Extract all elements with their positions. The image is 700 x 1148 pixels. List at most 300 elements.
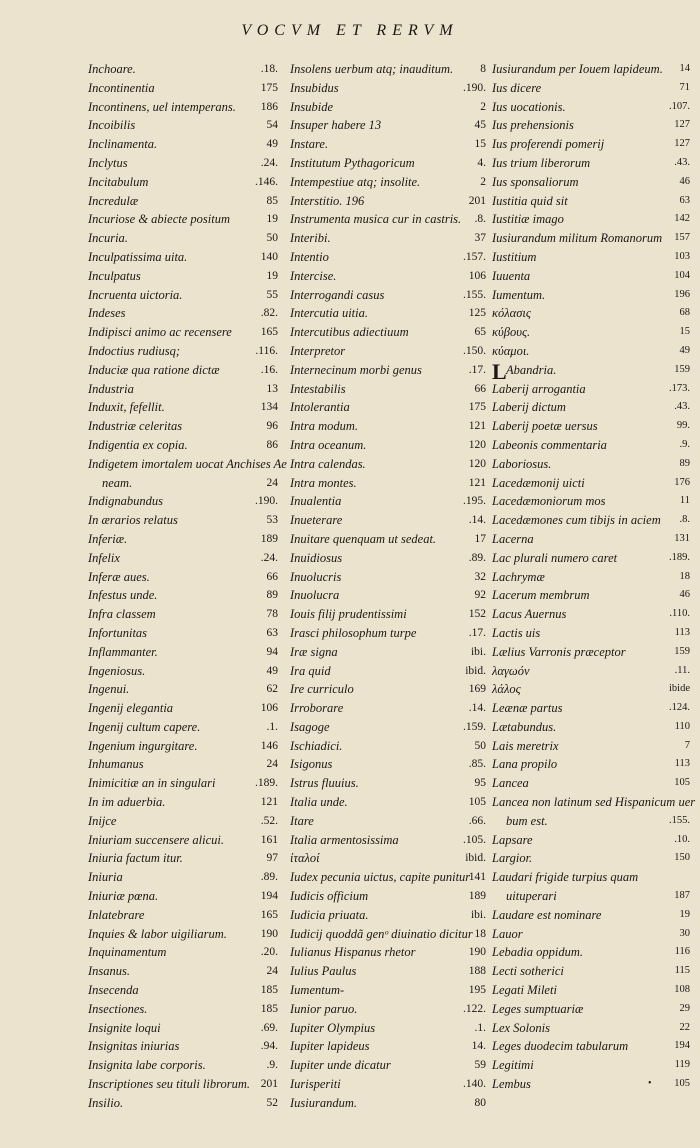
page-reference: 15 (679, 326, 690, 338)
page-reference: .189. (669, 551, 690, 563)
index-term: Interibi. (290, 231, 331, 246)
index-entry (88, 981, 278, 1000)
page-reference: 157 (674, 232, 690, 244)
index-entry (290, 173, 486, 192)
index-term: κύβους. (492, 325, 531, 340)
index-entry (88, 530, 278, 549)
index-term: Lapsare (492, 832, 533, 847)
index-term: Inflammanter. (88, 644, 158, 659)
page-reference: .8. (474, 213, 486, 226)
index-term: Iulius Paulus (290, 964, 357, 979)
index-term: Inuolucra (290, 588, 340, 603)
page-reference: .155. (463, 288, 486, 301)
index-entry (290, 267, 486, 286)
index-entry (492, 380, 690, 399)
index-entry (492, 173, 690, 192)
index-term: Indigetem imortalem uocat Anchises Ae (88, 456, 287, 471)
index-term: Intercise. (290, 268, 337, 283)
index-term: Labeonis commentaria (492, 437, 607, 452)
page-reference: 50 (474, 739, 486, 752)
page-reference: 66 (266, 570, 278, 583)
index-entry (290, 962, 486, 981)
index-entry (492, 962, 690, 981)
index-entry (492, 849, 690, 868)
index-term: Inculpatus (88, 268, 141, 283)
index-entry (290, 511, 486, 530)
index-entry (290, 455, 486, 474)
index-term: Iunior paruo. (290, 1001, 358, 1016)
index-term: Insectiones. (88, 1001, 148, 1016)
page-reference: .82. (260, 307, 278, 320)
index-term: Incuria. (88, 231, 128, 246)
index-term: Inuidiosus (290, 550, 343, 565)
index-entry (88, 455, 287, 474)
index-term: Iuuenta (492, 268, 531, 283)
index-term: Infortunitas (88, 625, 148, 640)
page-reference: ibide (669, 683, 690, 695)
page-reference: 127 (674, 138, 690, 150)
page-reference: 80 (474, 1096, 486, 1109)
page-reference: 89 (679, 457, 690, 469)
index-entry (492, 774, 690, 793)
page-reference: 169 (468, 683, 486, 696)
index-entry (290, 737, 486, 756)
page-reference: 175 (468, 401, 486, 414)
index-term: Lachrymæ (492, 569, 545, 584)
index-term: Incitabulum (88, 174, 149, 189)
index-term: Insilio. (88, 1095, 124, 1110)
page-reference: .11. (674, 664, 690, 676)
index-entry (88, 210, 278, 229)
index-term: Irroborare (290, 701, 344, 716)
index-entry (88, 925, 278, 944)
page-reference: ibi. (470, 645, 486, 658)
index-entry (290, 906, 486, 925)
index-entry (88, 248, 278, 267)
page-reference: 46 (679, 175, 690, 187)
index-term: Ira quid (290, 663, 331, 678)
page-reference: 71 (679, 81, 690, 93)
index-entry (492, 455, 690, 474)
index-term: Intentio (290, 249, 329, 264)
page-reference: .157. (463, 250, 486, 263)
index-entry (492, 398, 690, 417)
page-reference: .24. (260, 551, 278, 564)
index-term: Ingenij elegantia (88, 701, 174, 716)
page-reference: 45 (474, 119, 486, 132)
index-term: Lactis uis (492, 625, 541, 640)
index-entry (492, 943, 690, 962)
page-reference: .8. (679, 514, 690, 526)
index-term: Intercutia uitia. (290, 306, 368, 321)
page-reference: 189 (260, 532, 278, 545)
page-reference: 152 (468, 608, 486, 621)
index-term: Institutum Pythagoricum (290, 155, 415, 170)
index-entry (492, 793, 696, 812)
index-entry (290, 1019, 486, 1038)
index-entry (492, 906, 690, 925)
index-term: Ingenij cultum capere. (88, 719, 201, 734)
index-column-2 (290, 60, 486, 1113)
index-entry (492, 737, 690, 756)
page-reference: 196 (674, 288, 690, 300)
page-reference: .195. (463, 495, 486, 508)
page-reference: 18 (679, 570, 690, 582)
index-entry (88, 662, 278, 681)
index-term: ἰταλοί (290, 851, 320, 866)
page-reference: ibid. (465, 852, 486, 865)
page-reference: 14. (471, 1040, 486, 1053)
index-term: Inquinamentum (88, 945, 167, 960)
index-term: Intra calendas. (290, 456, 366, 471)
index-term: Iurisperiti (290, 1077, 341, 1092)
folio-mark: • (648, 1078, 652, 1089)
page-reference: 131 (674, 532, 690, 544)
index-term: Iudex pecunia uictus, capite punitur (290, 870, 471, 885)
index-entry (492, 812, 690, 831)
index-entry (290, 1037, 486, 1056)
index-term: Lacedæmoniorum mos (492, 494, 606, 509)
index-term: Induciæ qua ratione dictæ (88, 362, 220, 377)
index-term: Inueterare (290, 513, 343, 528)
index-term: Lacerum membrum (492, 588, 590, 603)
index-entry (290, 605, 486, 624)
page-reference: 62 (266, 683, 278, 696)
index-entry (290, 1000, 486, 1019)
index-entry (290, 887, 486, 906)
page-reference: 106 (260, 702, 278, 715)
page-reference: .110. (669, 608, 690, 620)
page-reference: .43. (674, 401, 690, 413)
page-reference: .9. (679, 438, 690, 450)
page-reference: 121 (468, 476, 486, 489)
index-term: Lacedæmonij uicti (492, 475, 585, 490)
index-term: Abandria. (506, 362, 557, 377)
index-entry (88, 774, 278, 793)
index-term: Inculpatissima uita. (88, 249, 188, 264)
index-term: Lætabundus. (492, 719, 557, 734)
index-term: Lembus (492, 1077, 531, 1092)
page-reference: 165 (260, 908, 278, 921)
page-reference: 121 (260, 796, 278, 809)
index-term: In im aduerbia. (88, 795, 166, 810)
page-reference: .146. (255, 175, 278, 188)
page-reference: 15 (474, 138, 486, 151)
page-reference: .9. (266, 1059, 278, 1072)
index-entry (88, 737, 278, 756)
index-entry (492, 887, 690, 906)
index-term: Insuper habere 13 (290, 118, 382, 133)
page-reference: 121 (468, 420, 486, 433)
page-reference: .122. (463, 1002, 486, 1015)
index-term: Inlatebrare (88, 907, 145, 922)
index-term: Lauor (492, 926, 523, 941)
page-reference: 120 (468, 438, 486, 451)
index-entry (492, 568, 690, 587)
index-entry (492, 358, 690, 384)
index-entry (492, 511, 690, 530)
page-reference: 66 (474, 382, 486, 395)
page-reference: 46 (679, 589, 690, 601)
index-term: Leges sumptuariæ (492, 1001, 584, 1016)
page-reference: 186 (260, 100, 278, 113)
page-reference: 2 (480, 175, 486, 188)
index-entry (492, 605, 690, 624)
index-entry (290, 849, 486, 868)
index-entry (290, 868, 486, 887)
page-reference: 125 (468, 307, 486, 320)
page-reference: 54 (266, 119, 278, 132)
index-entry (88, 1037, 278, 1056)
index-entry (290, 79, 486, 98)
index-term: Indipisci animo ac recensere (88, 325, 232, 340)
index-term: Inscriptiones seu tituli librorum. (88, 1077, 251, 1092)
page-reference: 150 (674, 852, 690, 864)
index-term: Italia unde. (290, 795, 348, 810)
page-reference: 113 (674, 758, 690, 770)
page-reference: 165 (260, 326, 278, 339)
index-entry (290, 943, 486, 962)
page-reference: 175 (260, 81, 278, 94)
index-term: Iniuria (88, 870, 123, 885)
index-entry (290, 116, 486, 135)
index-entry (290, 755, 486, 774)
page-reference: .89. (468, 551, 486, 564)
index-entry (88, 1000, 278, 1019)
page-reference: .189. (255, 777, 278, 790)
index-term: Interpretor (290, 343, 346, 358)
index-entry (492, 1037, 690, 1056)
page-reference: 49 (266, 664, 278, 677)
index-term: Inquies & labor uigiliarum. (88, 926, 227, 941)
index-entry (290, 981, 486, 1000)
index-entry (88, 154, 278, 173)
index-entry (290, 361, 486, 380)
index-entry (492, 549, 690, 568)
index-entry (290, 342, 486, 361)
drop-capital: L (492, 358, 507, 384)
index-entry (88, 98, 278, 117)
page-reference: 2 (480, 100, 486, 113)
index-term: Ius proferendi pomerij (492, 137, 605, 152)
index-entry (290, 831, 486, 850)
index-entry (88, 1075, 278, 1094)
index-entry (492, 210, 690, 229)
index-term: Iustitiæ imago (492, 212, 564, 227)
index-term: Laberij poetæ uersus (492, 419, 598, 434)
index-entry (290, 774, 486, 793)
index-term: Incontinentia (88, 80, 155, 95)
page-reference: 105 (468, 796, 486, 809)
index-term: Incontinens, uel intemperans. (88, 99, 236, 114)
index-term: Inhumanus (88, 757, 144, 772)
index-term: Interrogandi casus (290, 287, 385, 302)
index-term: Iusiurandum per Iouem lapideum. (492, 62, 663, 76)
page-reference: 53 (266, 514, 278, 527)
page-reference: 190 (260, 927, 278, 940)
index-entry (492, 755, 690, 774)
index-entry (88, 812, 278, 831)
index-term: Inferæ aues. (88, 569, 150, 584)
index-term: λαγωόν (492, 663, 530, 678)
index-term: neam. (102, 475, 133, 490)
index-term: Iniuria factum itur. (88, 851, 183, 866)
page-reference: 194 (260, 890, 278, 903)
page-reference: 19 (266, 269, 278, 282)
page-reference: 89 (266, 589, 278, 602)
page-reference: 176 (674, 476, 690, 488)
index-entry (492, 342, 690, 361)
page-reference: 55 (266, 288, 278, 301)
index-term: Intempestiue atq; insolite. (290, 174, 421, 189)
index-term: Incoibilis (88, 118, 136, 133)
index-entry (290, 380, 486, 399)
index-term: Internecinum morbi genus (290, 362, 422, 377)
index-entry (492, 1075, 690, 1094)
index-entry (290, 530, 486, 549)
index-term: Ius uocationis. (492, 99, 566, 114)
index-term: Insubide (290, 99, 334, 114)
page-reference: .107. (669, 100, 690, 112)
index-term: Itare (290, 813, 314, 828)
index-entry (88, 398, 278, 417)
page-reference: 18 (474, 927, 486, 940)
index-entry (88, 60, 278, 79)
page-reference: 159 (674, 645, 690, 657)
page-reference: .14. (468, 702, 486, 715)
page-reference: 95 (474, 777, 486, 790)
index-entry (290, 229, 486, 248)
index-entry (88, 323, 278, 342)
page-reference: .17. (468, 363, 486, 376)
index-entry (290, 718, 486, 737)
index-term: Inuitare quenquam ut sedeat. (290, 531, 437, 546)
page-reference: .155. (669, 814, 690, 826)
index-entry (88, 380, 278, 399)
index-term: Iudicis officium (290, 889, 369, 904)
index-entry (492, 116, 690, 135)
index-term: Isagoge (290, 719, 330, 734)
index-entry (492, 530, 690, 549)
page-reference: 97 (266, 852, 278, 865)
index-entry (88, 718, 278, 737)
index-term: Insignitas iniurias (88, 1039, 180, 1054)
page-reference: 110 (674, 720, 690, 732)
page-reference: .105. (463, 833, 486, 846)
page-reference: .190. (463, 81, 486, 94)
page-reference: .94. (260, 1040, 278, 1053)
index-entry (88, 304, 278, 323)
page-reference: 201 (468, 194, 486, 207)
index-entry (492, 1056, 690, 1075)
index-entry (492, 286, 690, 305)
index-entry (88, 492, 278, 511)
page-reference: .150. (463, 344, 486, 357)
index-entry (88, 831, 278, 850)
index-entry (290, 492, 486, 511)
index-term: Lana propilo (492, 757, 558, 772)
page-reference: 30 (679, 927, 690, 939)
page-reference: 105 (674, 777, 690, 789)
index-entry (492, 662, 690, 681)
index-entry (492, 868, 680, 887)
page-reference: 194 (674, 1040, 690, 1052)
index-entry (290, 812, 486, 831)
index-term: Iusiurandum. (290, 1095, 358, 1110)
index-entry (492, 60, 690, 79)
index-entry (88, 1056, 278, 1075)
index-term: Industriæ celeritas (88, 419, 183, 434)
page-reference: 94 (266, 645, 278, 658)
index-entry (290, 699, 486, 718)
index-entry (290, 323, 486, 342)
page-reference: 188 (468, 965, 486, 978)
index-entry (492, 323, 690, 342)
page-reference: 96 (266, 420, 278, 433)
page-reference: 140 (260, 250, 278, 263)
page-reference: ibid. (465, 664, 486, 677)
index-entry (290, 436, 486, 455)
index-term: Iumentum. (492, 287, 546, 302)
index-entry (492, 79, 690, 98)
index-term: Inuolucris (290, 569, 342, 584)
index-term: Infra classem (88, 607, 156, 622)
index-term: Intra oceanum. (290, 437, 367, 452)
index-term: Insecenda (88, 983, 139, 998)
page-reference: .66. (468, 814, 486, 827)
index-entry (88, 943, 278, 962)
index-term: Iniuriæ pœna. (88, 889, 159, 904)
index-term: Instrumenta musica cur in castris. (290, 212, 462, 227)
index-entry (88, 342, 278, 361)
index-term: Iulianus Hispanus rhetor (290, 945, 416, 960)
index-entry (88, 868, 278, 887)
index-term: Laudare est nominare (492, 907, 602, 922)
page-reference: 37 (474, 232, 486, 245)
index-entry (290, 1094, 486, 1113)
index-term: Lælius Varronis præceptor (492, 644, 626, 659)
index-entry (290, 680, 486, 699)
index-entry (290, 417, 486, 436)
index-term: Intolerantia (290, 400, 350, 415)
page-reference: 68 (679, 307, 690, 319)
index-term: Industria (88, 381, 134, 396)
index-entry (88, 962, 278, 981)
index-term: Indeses (88, 306, 126, 321)
index-entry (88, 624, 278, 643)
index-term: Legati Mileti (492, 983, 557, 998)
index-term: Ius dicere (492, 80, 542, 95)
index-entry (492, 98, 690, 117)
index-entry (492, 643, 690, 662)
index-entry (492, 267, 690, 286)
index-term: Indigentia ex copia. (88, 437, 188, 452)
index-term: κόλασις (492, 306, 531, 321)
index-term: Interstitio. 196 (290, 193, 365, 208)
index-term: Leges duodecim tabularum (492, 1039, 629, 1054)
index-entry (88, 1019, 278, 1038)
page-reference: 4. (477, 156, 486, 169)
index-term: Laberij dictum (492, 400, 566, 415)
index-entry (88, 568, 278, 587)
index-entry (290, 154, 486, 173)
index-column-1 (88, 60, 287, 1113)
index-term: Lacus Auernus (492, 607, 567, 622)
page-reference: 108 (674, 984, 690, 996)
page-reference: 29 (679, 1002, 690, 1014)
index-term: Intra montes. (290, 475, 357, 490)
page-reference: 104 (674, 269, 690, 281)
